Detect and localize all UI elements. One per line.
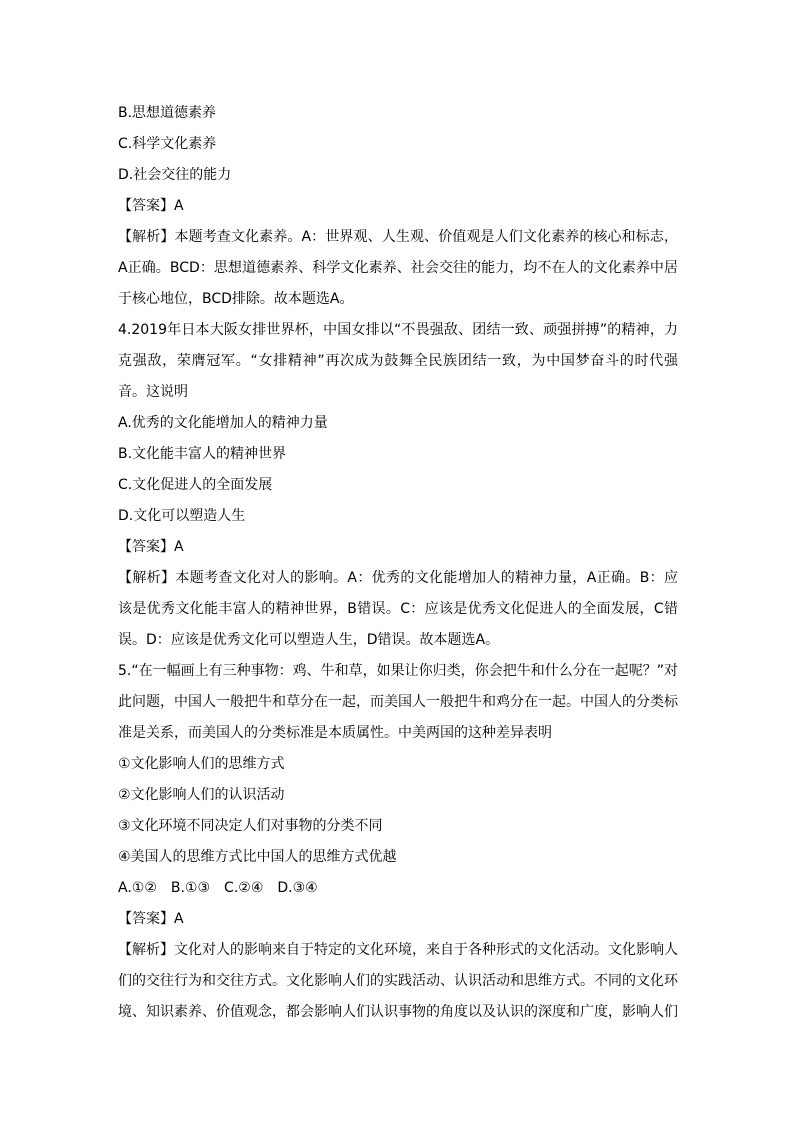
answer-tag: 【答案】	[118, 198, 174, 214]
q5-item-1: ①文化影响人们的思维方式	[118, 756, 285, 772]
answer-value: A	[174, 539, 184, 555]
q3-option-b: B.思想道德素养	[118, 105, 217, 121]
answer-tag: 【答案】	[118, 539, 174, 555]
analysis-text: 本题考查文化对人的影响。A：优秀的文化能增加人的精神力量，A正确。B：应该是优秀文化能丰富人的精神世界，B错误。C：应该是优秀文化促进人的全面发展，C错误。D：应该是优秀文化可以塑造人生，D错误。故本题选A。	[118, 570, 678, 648]
q5-stem: 5.“在一幅画上有三种事物：鸡、牛和草，如果让你归类，你会把牛和什么分在一起呢？”对此问题，中国人一般把牛和草分在一起，而美国人一般把牛和鸡分在一起。中国人的分类标准是关系，而美国人的分类标准是本质属性。中美两国的这种差异表明	[118, 663, 678, 741]
q4-analysis	[118, 563, 678, 656]
q5-item-4: ④美国人的思维方式比中国人的思维方式优越	[118, 849, 397, 865]
q4-option-d: D.文化可以塑造人生	[118, 508, 246, 524]
analysis-text: 本题考查文化素养。A：世界观、人生观、价值观是人们文化素养的核心和标志，A正确。BCD：思想道德素养、科学文化素养、社会交往的能力，均不在人的文化素养中居于核心地位，BCD排除。故本题选A。	[118, 229, 679, 307]
q5-item-2: ②文化影响人们的认识活动	[118, 787, 285, 803]
q5-options: A.①② B.①③ C.②④ D.③④	[118, 880, 318, 896]
analysis-tag: 【解析】	[118, 570, 176, 586]
q3-answer	[118, 191, 678, 222]
q4-option-b: B.文化能丰富人的精神世界	[118, 446, 287, 462]
answer-value: A	[174, 911, 184, 927]
q5-analysis	[118, 935, 678, 1028]
q3-option-c: C.科学文化素养	[118, 136, 217, 152]
analysis-tag: 【解析】	[118, 942, 174, 958]
answer-value: A	[174, 198, 184, 214]
document-page	[118, 98, 678, 1028]
analysis-tag: 【解析】	[118, 229, 175, 245]
q3-option-d: D.社会交往的能力	[118, 167, 232, 183]
q3-analysis	[118, 222, 678, 315]
q4-option-a: A.优秀的文化能增加人的精神力量	[118, 415, 328, 431]
q5-item-3: ③文化环境不同决定人们对事物的分类不同	[118, 818, 383, 834]
q4-option-c: C.文化促进人的全面发展	[118, 477, 273, 493]
q4-answer	[118, 532, 678, 563]
q5-answer	[118, 904, 678, 935]
analysis-text: 文化对人的影响来自于特定的文化环境，来自于各种形式的文化活动。文化影响人们的交往行为和交往方式。文化影响人们的实践活动、认识活动和思维方式。不同的文化环境、知识素养、价值观念，都会影响人们认识事物的角度以及认识的深度和广度，影响人们	[118, 942, 678, 1020]
answer-tag: 【答案】	[118, 911, 174, 927]
q4-stem: 4.2019年日本大阪女排世界杯，中国女排以“不畏强敌、团结一致、顽强拼搏”的精神，力克强敌，荣膺冠军。“女排精神”再次成为鼓舞全民族团结一致，为中国梦奋斗的时代强音。这说明	[118, 322, 678, 400]
